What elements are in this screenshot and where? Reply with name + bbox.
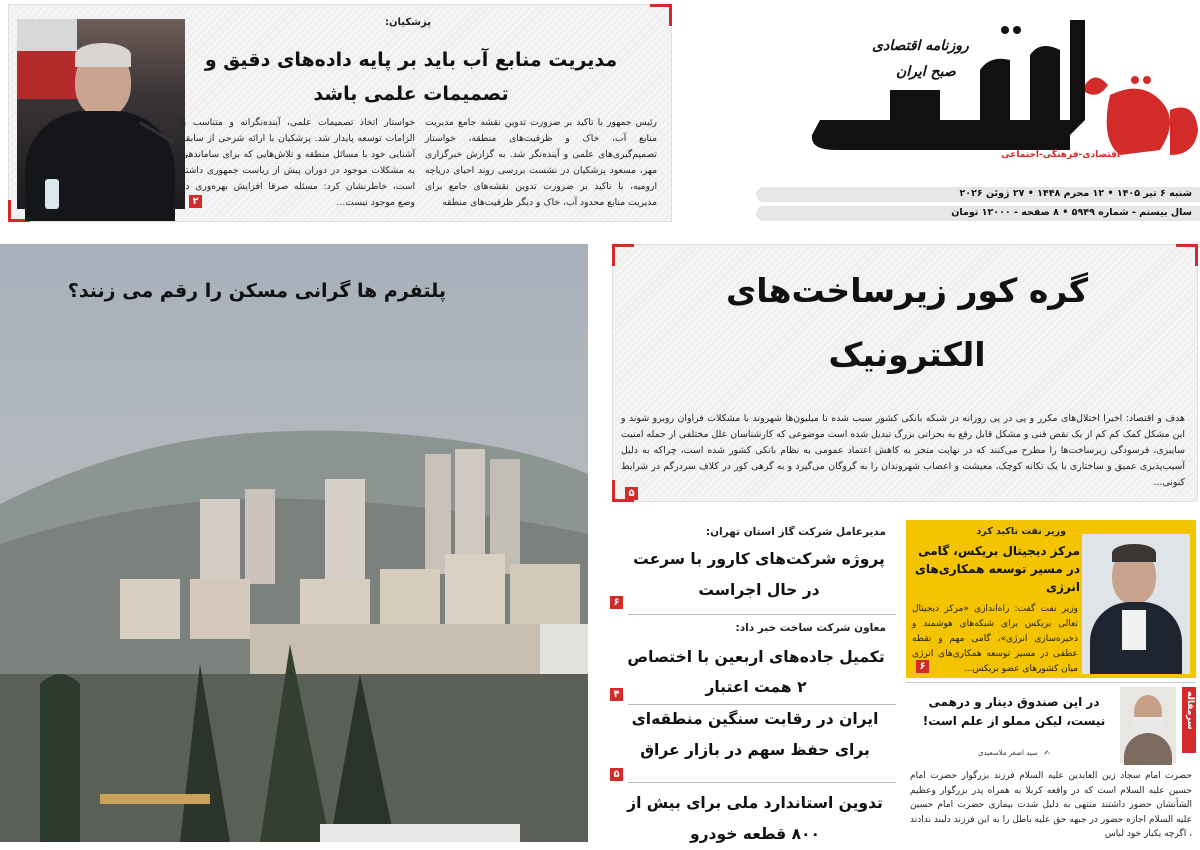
logo-mark xyxy=(740,0,1200,180)
issue-bar xyxy=(756,206,1200,221)
signature-icon: ✍ xyxy=(1044,749,1050,757)
date-bar xyxy=(756,187,1200,202)
corner-mark xyxy=(612,244,634,266)
issue-line: سال بیستم - شماره ۵۹۴۹ • ۸ صفحه - ۱۲۰۰۰ تومان xyxy=(951,207,1192,218)
story-4-headline: تدوین استاندارد ملی برای بیش از ۸۰۰ قطعه خودرو xyxy=(627,794,883,843)
top-story-headline: مدیریت منابع آب باید بر پایه داده‌های دقیق و تصمیمات علمی باشد xyxy=(204,49,618,105)
page-number-badge: ۲ xyxy=(189,195,202,208)
editorial-label-bar xyxy=(1182,687,1196,753)
top-story-kicker: پزشکیان: xyxy=(385,17,431,28)
water-bottle xyxy=(45,179,59,209)
stories-column xyxy=(608,520,898,842)
story-2-headline: تکمیل جاده‌های اربعین با اختصاص ۲ همت اعتبار xyxy=(627,648,885,696)
top-story-col-left: خواستار اتخاذ تصمیمات علمی، آینده‌نگرانه و متناسب با الزامات توسعه پایدار شد. پزشکیان با ارائه شرحی از سابقه آشنایی خود با مسائل منطقه و تلاش‌هایی که برای ساماندهی به مشکلات موجود در دوران پیش از ریاست جمهوری داشته است، خاطرنشان کرد: مسئله صرفا افزایش بهره‌وری در وضع موجود نیست... xyxy=(181,117,415,208)
main-story-box xyxy=(612,244,1198,502)
yellow-box-kicker: وزیر نفت تاکید کرد xyxy=(976,526,1066,537)
corner-mark xyxy=(650,4,672,26)
person-hair xyxy=(1112,544,1156,562)
logo-subtitle-1: روزنامه اقتصادی xyxy=(872,38,969,54)
yellow-box-photo xyxy=(1082,534,1190,674)
top-story-box xyxy=(8,4,672,222)
yellow-box-headline: مرکز دیجیتال بریکس، گامی در مسیر توسعه همکاری‌های انرژی xyxy=(914,544,1080,594)
editorial-label: سرمقاله xyxy=(1185,691,1195,730)
yellow-box-body: وزیر نفت گفت: راه‌اندازی «مرکز دیجیتال تعالی بریکس برای شبکه‌های هوشمند و ذخیره‌سازی انرژی»، گامی مهم و نقطه عطفی در مسیر توسعه همکاری‌های انرژی میان کشورهای عضو بریکس... xyxy=(912,604,1078,674)
city-skyline xyxy=(0,244,588,842)
editorial-body: حضرت امام سجاد زین العابدین علیه السلام فرزند بزرگوار حضرت امام حسین علیه السلام است که در واقعه کربلا به همراه پدر بزرگوار وعظیم الشأنشان حضور داشتند منتهی به دلیل شدت بیماری حضرت امام حسین علیه السلام اجازه حضور در جبهه حق علیه باطل را به این فرزند دلبند ندادند ، اگرچه یکبار خود لباس xyxy=(910,771,1192,839)
page-number-badge: ۶ xyxy=(916,660,929,673)
story-2-kicker: معاون شرکت ساخت خبر داد: xyxy=(735,622,886,634)
main-story-headline-2: الکترونیک xyxy=(828,335,986,374)
editorial-author xyxy=(916,749,1112,757)
main-story-headline-1: گره کور زیرساخت‌های xyxy=(725,271,1089,310)
person-body xyxy=(1124,733,1172,765)
story-1-kicker: مدیرعامل شرکت گاز استان تهران: xyxy=(705,526,886,538)
corner-mark xyxy=(1176,244,1198,266)
story-1-headline: پروژه شرکت‌های کارور با سرعت در حال اجراست xyxy=(633,550,885,599)
top-story-col-right: رئیس جمهور با تاکید بر ضرورت تدوین نقشه جامع مدیریت منابع آب، خاک و ظرفیت‌های منطقه، خواستار تصمیم‌گیری‌های علمی و آینده‌نگر شد. به گزارش خبرگزاری مهر، مسعود پزشکیان در نشست بررسی روند احیای دریاچه ارومیه، با تاکید بر ضرورت تدوین نقشه‌های جامع برای مدیریت منابع محدود آب، خاک و دیگر ظرفیت‌های منطقه xyxy=(425,117,657,208)
page-number-badge: ۵ xyxy=(610,768,623,781)
shirt xyxy=(1122,610,1146,650)
page-number-badge: ۴ xyxy=(610,688,623,701)
top-story-photo xyxy=(17,19,185,209)
masthead-logo xyxy=(740,0,1200,180)
date-line: شنبه ۶ تیر ۱۴۰۵ • ۱۲ محرم ۱۴۴۸ • ۲۷ ژوئن ۲۰۲۶ xyxy=(959,188,1192,199)
logo-subtitle-2: صبح ایران xyxy=(896,64,956,80)
divider xyxy=(628,782,896,783)
editorial-photo xyxy=(1120,687,1176,763)
flag-shape xyxy=(17,19,77,99)
person-hair xyxy=(75,43,131,67)
masthead xyxy=(690,0,1200,230)
page-number-badge: ۶ xyxy=(610,596,623,609)
yellow-box xyxy=(906,520,1196,678)
logo-text-main xyxy=(1169,60,1170,61)
divider xyxy=(628,614,896,615)
page-number-badge: ۵ xyxy=(625,487,638,500)
masthead-tagline: اقتصادی-فرهنگی-اجتماعی xyxy=(1001,150,1120,160)
story-3-headline: ایران در رقابت سنگین منطقه‌ای برای حفظ سهم در بازار عراق xyxy=(631,710,879,759)
main-story-body: هدف و اقتصاد: اخیرا اختلال‌های مکرر و پی در پی روزانه در شبکه بانکی کشور سبب شده تا میلیون‌ها شهروند با مشکلات فراوان روبرو شوند و این مشکل کمک کم کم از یک نقص فنی و مشکل قابل رفع به بحرانی بزرگ تبدیل شده است موضوعی که کارشناسان علل مختلفی از جمله امنیت سایبری، فرسودگی زیرساخت‌ها را مطرح می‌کنند که در نهایت منجر به کاهش اعتماد عمومی به نظام بانکی کشور شده است، چراکه به دلیل آسیب‌پذیری عمیق و ساختاری با یک تکانه کوچک، معیشت و اعصاب شهروندان را به گروگان می‌گیرد و به گرهی کور در کلاف سردرگم در شرایط کنونی... xyxy=(621,413,1185,488)
photo-story-headline: پلتفرم ها گرانی مسکن را رقم می زنند؟ xyxy=(67,280,446,302)
editorial-headline: در این صندوق دینار و درهمی نیست، لیکن مملو از علم است! xyxy=(922,695,1106,728)
photo-story xyxy=(0,244,588,842)
editorial-author-name: سید اصغر ملاسعیدی xyxy=(978,749,1038,757)
editorial xyxy=(906,682,1196,842)
